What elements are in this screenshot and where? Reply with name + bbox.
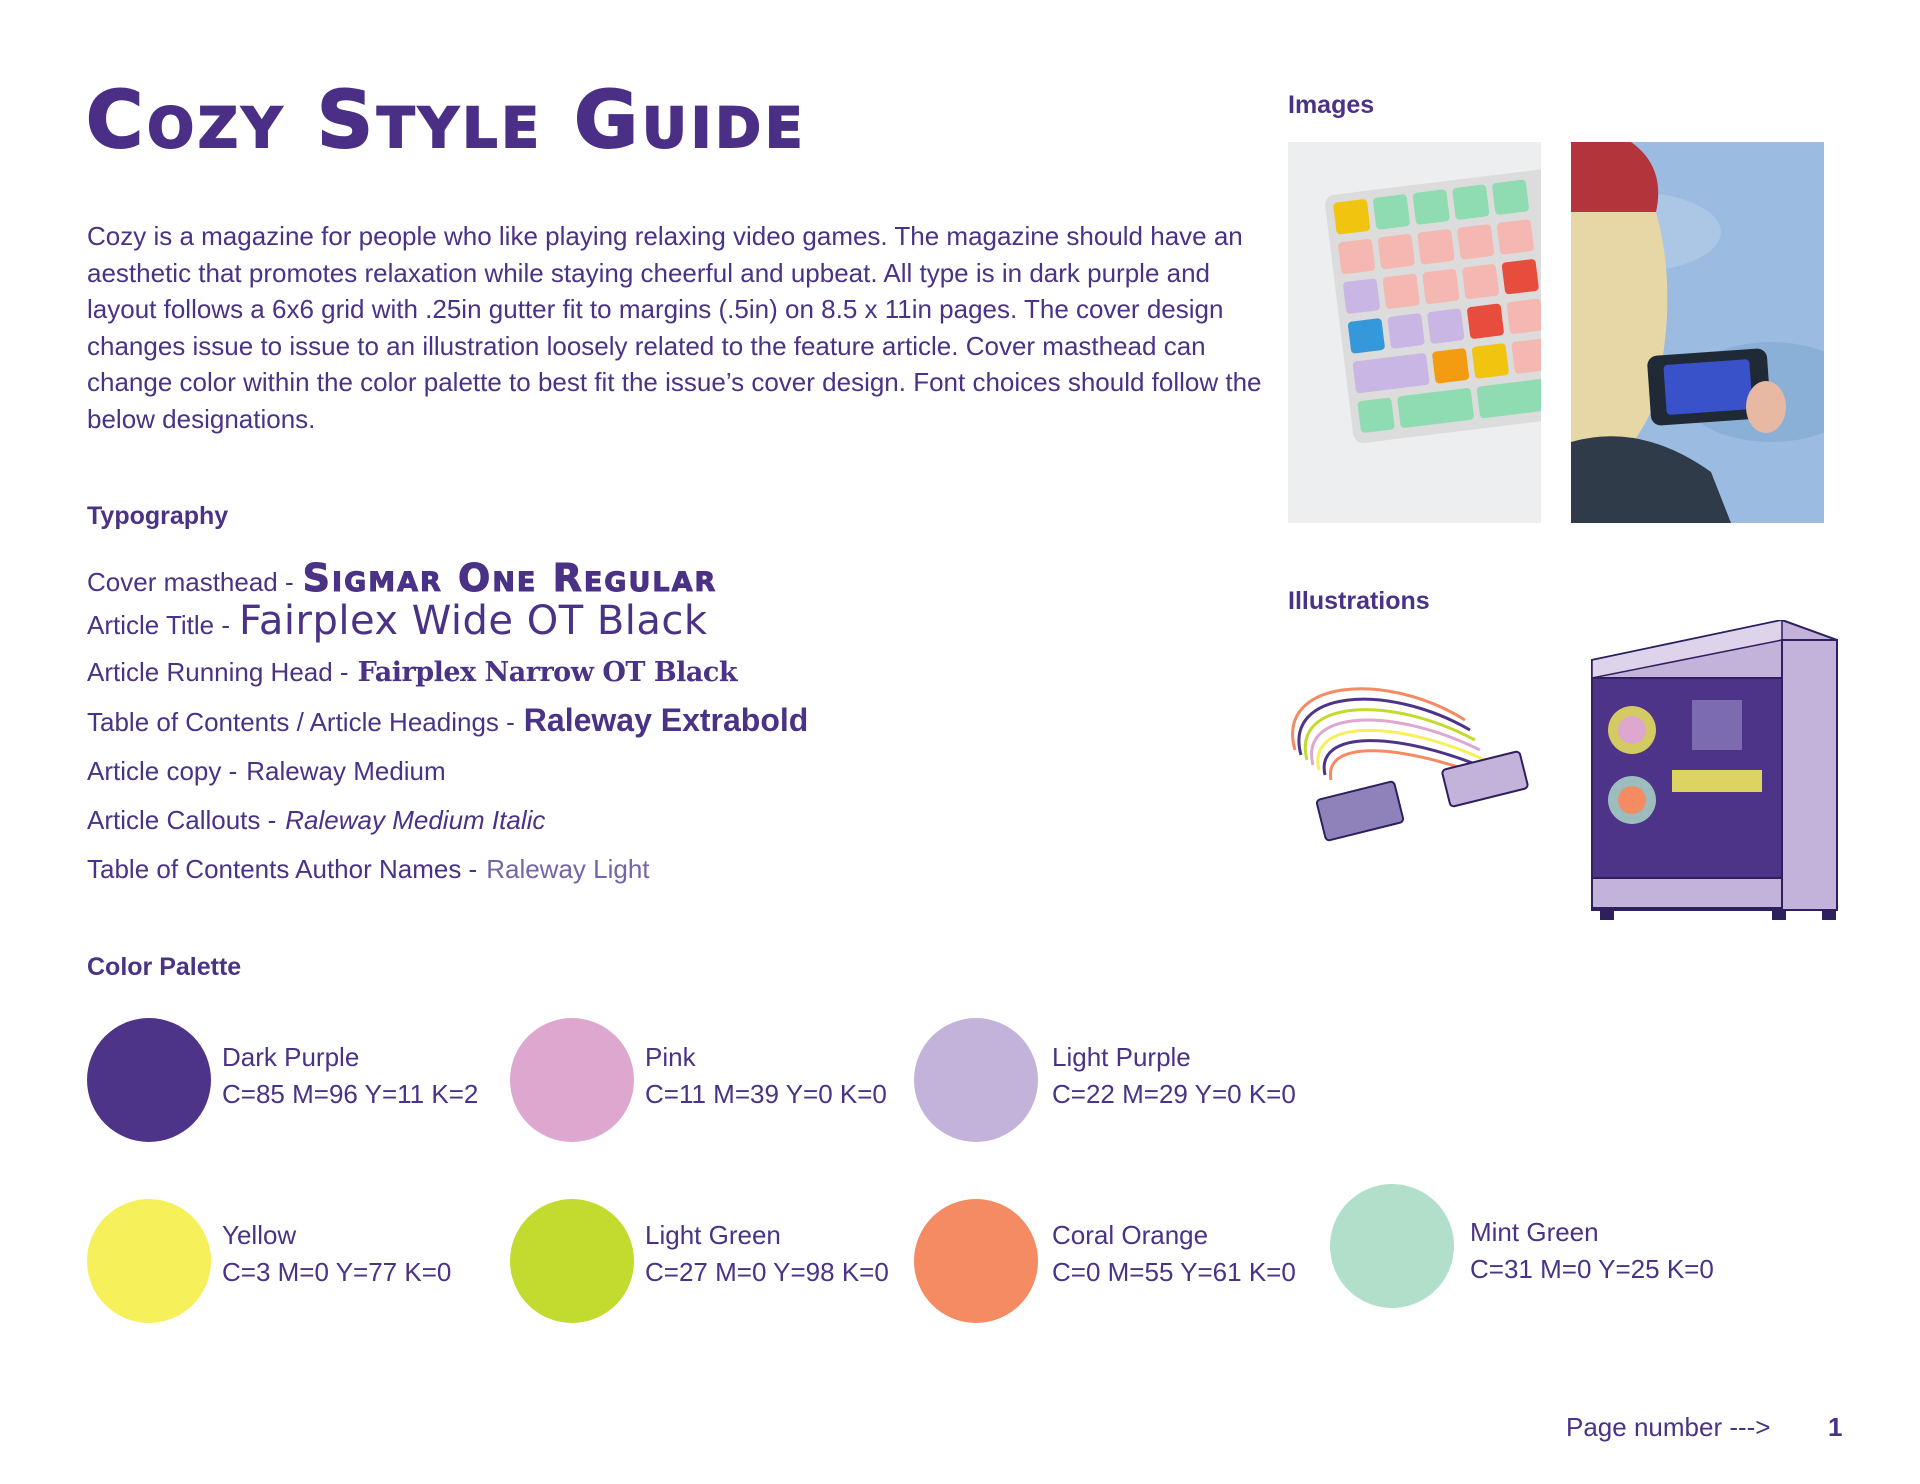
swatch-name: Dark Purple [222,1042,360,1072]
swatch-name: Coral Orange [1052,1220,1209,1250]
swatch-cmyk: C=22 M=29 Y=0 K=0 [1052,1079,1296,1109]
typography-spec: Raleway Medium Italic [285,805,546,835]
swatch-name: Pink [645,1042,696,1072]
typography-row-masthead [87,556,717,600]
typography-label: Article Running Head - [87,657,349,687]
swatch-name: Yellow [222,1220,297,1250]
swatch-cmyk: C=31 M=0 Y=25 K=0 [1470,1254,1714,1284]
intro-paragraph: Cozy is a magazine for people who like playing relaxing video games. The magazine should have an aesthetic that promotes relaxation while staying cheerful and upbeat. All type is in dark purple and layout follows a 6x6 grid with .25in gutter fit to margins (.5in) on 8.5 x 11in pages. The cover design changes issue to issue to an illustration loosely related to the feature article. Cover masthead can change color within the color palette to best fit the issue’s cover design. Font choices should follow the below designations. [87,221,1262,434]
typography-label: Article Title - [87,610,231,640]
swatch-name: Light Purple [1052,1042,1191,1072]
keyboard-photo [1288,142,1541,523]
typography-spec: Fairplex Wide OT Black [239,598,708,644]
typography-label: Article copy - [87,756,238,786]
swatch-cmyk: C=0 M=55 Y=61 K=0 [1052,1257,1296,1287]
swatch-cmyk: C=11 M=39 Y=0 K=0 [645,1079,887,1109]
swatch-name: Light Green [645,1220,781,1250]
typography-label: Table of Contents / Article Headings - [87,707,515,737]
cable-illustration [1265,660,1547,870]
typography-spec: Sigmar One Regular [302,556,718,600]
typography-heading: Typography [87,502,229,530]
page-number: 1 [1828,1412,1843,1442]
swatch-cmyk: C=3 M=0 Y=77 K=0 [222,1257,452,1287]
typography-spec: Raleway Medium [246,756,446,786]
swatch-pink [510,1018,634,1142]
swatch-light-green [510,1199,634,1323]
typography-label: Table of Contents Author Names - [87,854,478,884]
typography-label: Article Callouts - [87,805,277,835]
pc-case-illustration [1572,620,1844,928]
typography-row-callouts [87,805,545,836]
swatch-light-purple [914,1018,1038,1142]
swatch-coral-orange [914,1199,1038,1323]
swatch-cmyk: C=85 M=96 Y=11 K=2 [222,1079,479,1109]
typography-spec: Raleway Light [486,854,650,884]
swatch-cmyk: C=27 M=0 Y=98 K=0 [645,1257,889,1287]
typography-row-running-head [87,657,737,688]
typography-row-article-copy [87,756,446,787]
typography-label: Cover masthead - [87,567,294,597]
typography-row-toc-headings [87,702,808,739]
typography-spec: Fairplex Narrow OT Black [357,657,738,688]
page-number-label: Page number ---> [1566,1412,1771,1442]
typography-spec: Raleway Extrabold [523,702,809,738]
typography-row-article-title [87,598,708,644]
gamer-photo [1571,142,1824,523]
swatch-yellow [87,1199,211,1323]
swatch-dark-purple [87,1018,211,1142]
swatch-name: Mint Green [1470,1217,1599,1247]
typography-row-author-names [87,854,650,885]
color-palette-heading: Color Palette [87,953,242,981]
swatch-mint-green [1330,1184,1454,1308]
page-title: Cozy Style Guide [86,76,807,166]
images-heading: Images [1288,91,1375,119]
illustrations-heading: Illustrations [1288,587,1430,615]
